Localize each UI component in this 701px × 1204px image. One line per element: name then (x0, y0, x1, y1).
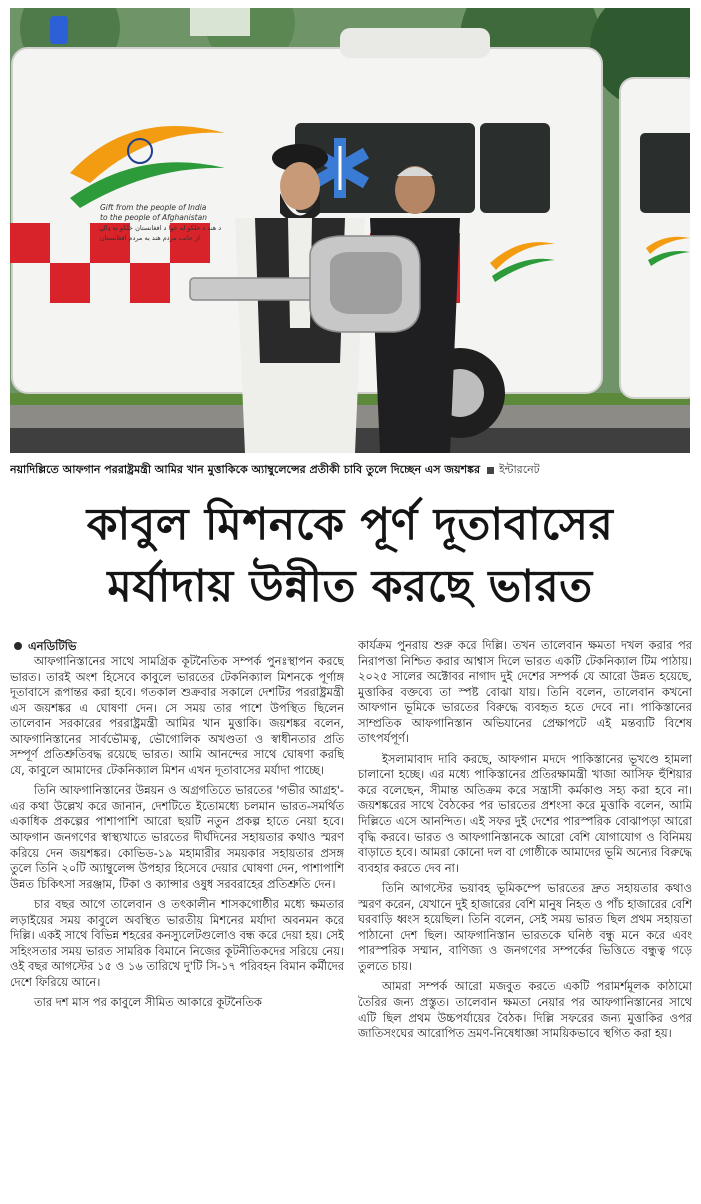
paragraph: চার বছর আগে তালেবান ও তৎকালীন শাসকগোষ্ঠীর মধ্যে ক্ষমতার লড়াইয়ের সময় কাবুলে অবস্থিত ভারতীয় মিশনের মর্যাদা অবনমন করে দিল্লি। একই সাথে বিভিন্ন শহরের কনস্যুলেটগুলোও বন্ধ করে দেয়া হয়। সেই সহিংসতার সময় ভারত সামরিক বিমানে নিজের কূটনীতিকদের সরিয়ে নেয়। ওই বছর আগস্টের ১৫ ও ১৬ তারিখে দু'টি সি-১৭ পরিবহন বিমান কর্মীদের দেশে ফিরিয়ে আনে। (10, 897, 344, 989)
headline (10, 494, 690, 618)
sign-line-2: to the people of Afghanistan (100, 213, 207, 222)
byline-bullet-icon (14, 642, 22, 650)
headline-line-1: কাবুল মিশনকে পূর্ণ দূতাবাসের (86, 499, 614, 550)
article-column-2 (358, 638, 692, 1200)
article-body (10, 638, 692, 1200)
paragraph: ইসলামাবাদ দাবি করছে, আফগান মদদে পাকিস্তানের ভূখণ্ডে হামলা চালানো হচ্ছে। এর মধ্যে পাকিস্তানের প্রতিরক্ষামন্ত্রী খাজা আসিফ হুঁশিয়ার করে বলেছেন, সীমান্ত অতিক্রম করে সন্ত্রাসী কর্মকাণ্ড সহ্য করা হবে না। জয়শঙ্করের সাথে বৈঠকের পর ভারতের প্রশংসা করে মুত্তাকি বলেন, আমি দিল্লিতে এসে আনন্দিত। এই সফর দুই দেশের পারস্পরিক বোঝাপড়া আরো বৃদ্ধি করবে। ভারত ও আফগানিস্তানকে আরো বেশি যোগাযোগ ও বিনিময় বাড়াতে হবে। আমরা কোনো দল বা গোষ্ঠীকে আমাদের ভূমি অন্যের বিরুদ্ধে ব্যবহার করতে দেব না। (358, 751, 692, 875)
byline (10, 638, 344, 654)
article-column-1 (10, 638, 344, 1200)
paragraph: তিনি আফগানিস্তানের উন্নয়ন ও অগ্রগতিতে ভারতের 'গভীর আগ্রহ'-এর কথা উল্লেখ করে জানান, দেশটিতে ইতোমধ্যে চলমান ভারত-সমর্থিত একাধিক প্রকল্পের পাশাপাশি আরো ছয়টি নতুন প্রকল্প হাতে নেয়া হবে। আফগান জনগণের স্বাস্থ্যখাতে ভারতের দীর্ঘদিনের সহায়তার কথাও স্মরণ করিয়ে দেন জয়শঙ্কর। কোভিড-১৯ মহামারীর সময়কার সহায়তার প্রসঙ্গ তুলে তিনি ২০টি অ্যাম্বুলেন্স উপহার হিসেবে দেয়ার ঘোষণা দেন, পাশাপাশি উন্নত চিকিৎসা সরঞ্জাম, টিকা ও ক্যান্সার ওষুধ সরবরাহের প্রতিশ্রুতি দেন। (10, 783, 344, 891)
paragraph: আফগানিস্তানের সাথে সামগ্রিক কূটনৈতিক সম্পর্ক পুনঃস্থাপন করছে ভারত। তারই অংশ হিসেবে কাবুলে ভারতের টেকনিক্যাল মিশনকে পূর্ণাঙ্গ দূতাবাসে রূপান্তর করা হবে। গতকাল শুক্রবার সকালে দেশটির পররাষ্ট্রমন্ত্রী এস জয়শঙ্কর এ ঘোষণা দেন। সে সময় তার পাশে উপস্থিত ছিলেন তালেবান সরকারের পররাষ্ট্রমন্ত্রী আমির খান মুত্তাকি। জয়শঙ্কর বলেন, আফগানিস্তানের সার্বভৌমত্ব, ভৌগোলিক অখণ্ডতা ও স্বাধীনতার প্রতি সম্পূর্ণ প্রতিশ্রুতিবদ্ধ রয়েছে ভারত। আমি আনন্দের সাথে ঘোষণা করছি যে, কাবুলে আমাদের টেকনিক্যাল মিশন এখন দূতাবাসের মর্যাদা পাচ্ছে। (10, 654, 344, 777)
paragraph: তার দশ মাস পর কাবুলে সীমিত আকারে কূটনৈতিক (34, 995, 262, 1010)
news-photo (10, 8, 690, 453)
byline-source: এনডিটিভি (28, 639, 77, 653)
caption-separator-square-icon (487, 467, 494, 474)
sign-line-4: از جانب مردم هند به مردم افغانستان (100, 234, 200, 242)
photo-illustration (10, 8, 690, 453)
paragraph: আমরা সম্পর্ক আরো মজবুত করতে একটি পরামর্শমূলক কাঠামো তৈরির জন্য প্রস্তুত। তালেবান ক্ষমতা নেয়ার পর আফগানিস্তানের সাথে এটি ছিল প্রথম উচ্চপর্যায়ের বৈঠক। দিল্লি সফরের জন্য মুত্তাকির ওপর জাতিসংঘের আরোপিত ভ্রমণ-নিষেধাজ্ঞা সাময়িকভাবে স্থগিত করা হয়। (358, 979, 692, 1041)
paragraph: তিনি আগস্টের ভয়াবহ ভূমিকম্পে ভারতের দ্রুত সহায়তার কথাও স্মরণ করেন, যেখানে দুই হাজারের বেশি মানুষ নিহত ও পাঁচ হাজারের বেশি ঘরবাড়ি ধ্বংস হয়েছিল। তিনি বলেন, সেই সময় ভারত ছিল প্রথম সহায়তা পাঠানো দেশ ছিল। আফগানিস্তান ভারতকে ঘনিষ্ঠ বন্ধু মনে করে এবং পারস্পরিক সম্মান, বাণিজ্য ও জনগণের সম্পর্কের ভিত্তিতে বন্ধুত্ব গড়ে তুলতে চায়। (358, 881, 692, 973)
photo-caption (10, 458, 690, 482)
caption-text: নয়াদিল্লিতে আফগান পররাষ্ট্রমন্ত্রী আমির খান মুত্তাকিকে অ্যাম্বুলেন্সের প্রতীকী চাবি তুলে দিচ্ছেন এস জয়শঙ্কর (10, 462, 481, 476)
paragraph: কার্যক্রম পুনরায় শুরু করে দিল্লি। তখন তালেবান ক্ষমতা দখল করার পর নিরাপত্তা নিশ্চিত করার আশ্বাস দিলে ভারত একটি টেকনিক্যাল টিম পাঠায়। ২০২৫ সালের অক্টোবর নাগাদ দুই দেশের সম্পর্ক যে আরো উন্নত হয়েছে, মুত্তাকির বক্তব্যে তা স্পষ্ট বোঝা যায়। তিনি বলেন, তালেবান কখনো আফগান ভূমিকে ভারতের বিরুদ্ধে ব্যবহৃত হতে দেবে না। পাকিস্তানের সাম্প্রতিক আফগানিস্তান অভিযানের প্রেক্ষাপটে এই মন্তব্যটি বিশেষ তাৎপর্যপূর্ণ। (358, 638, 692, 746)
sign-line-1: Gift from the people of India (100, 203, 207, 212)
sign-line-3: د هند د خلکو له خوا د افغانستان خلکو ته ډالۍ (100, 224, 222, 232)
photo-credit: ইন্টারনেট (499, 462, 540, 476)
headline-line-2: মর্যাদায় উন্নীত করছে ভারত (107, 561, 593, 612)
